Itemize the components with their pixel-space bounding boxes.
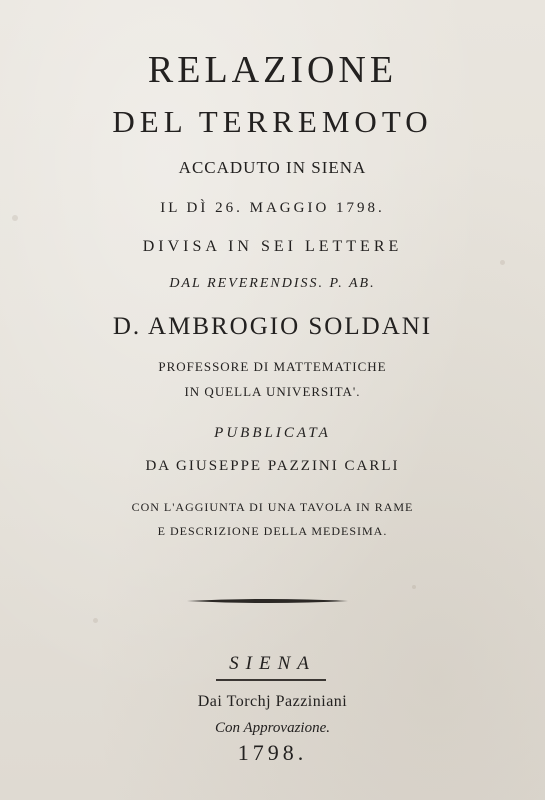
divided-line: DIVISA IN SEI LETTERE	[142, 238, 403, 255]
imprint-city: SIENA	[229, 653, 316, 674]
imprint-approval: Con Approvazione.	[215, 720, 330, 736]
publisher-line: DA GIUSEPPE PAZZINI CARLI	[145, 458, 400, 474]
addition-line-2: E DESCRIZIONE DELLA MEDESIMA.	[157, 524, 388, 538]
date-line: IL DÌ 26. MAGGIO 1798.	[160, 200, 385, 216]
paper-stain	[412, 585, 416, 589]
occurred-line: ACCADUTO IN SIENA	[178, 158, 367, 177]
city-underline	[216, 679, 326, 681]
published-line: PUBBLICATA	[214, 425, 331, 441]
paper-stain	[500, 260, 505, 265]
imprint-press: Dai Torchj Pazziniani	[197, 693, 348, 710]
book-title: RELAZIONE	[147, 49, 398, 91]
paper-stain	[93, 618, 98, 623]
imprint-year: 1798.	[237, 740, 308, 765]
profession-line-2: IN QUELLA UNIVERSITA'.	[184, 384, 361, 399]
book-subtitle: DEL TERREMOTO	[112, 104, 433, 139]
author-name: D. AMBROGIO SOLDANI	[112, 313, 433, 340]
addition-line-1: CON L'AGGIUNTA DI UNA TAVOLA IN RAME	[131, 500, 414, 514]
ornamental-rule	[185, 598, 350, 604]
profession-line-1: PROFESSORE DI MATTEMATICHE	[158, 359, 387, 374]
by-reverend-line: DAL REVERENDISS. P. AB.	[169, 276, 376, 291]
